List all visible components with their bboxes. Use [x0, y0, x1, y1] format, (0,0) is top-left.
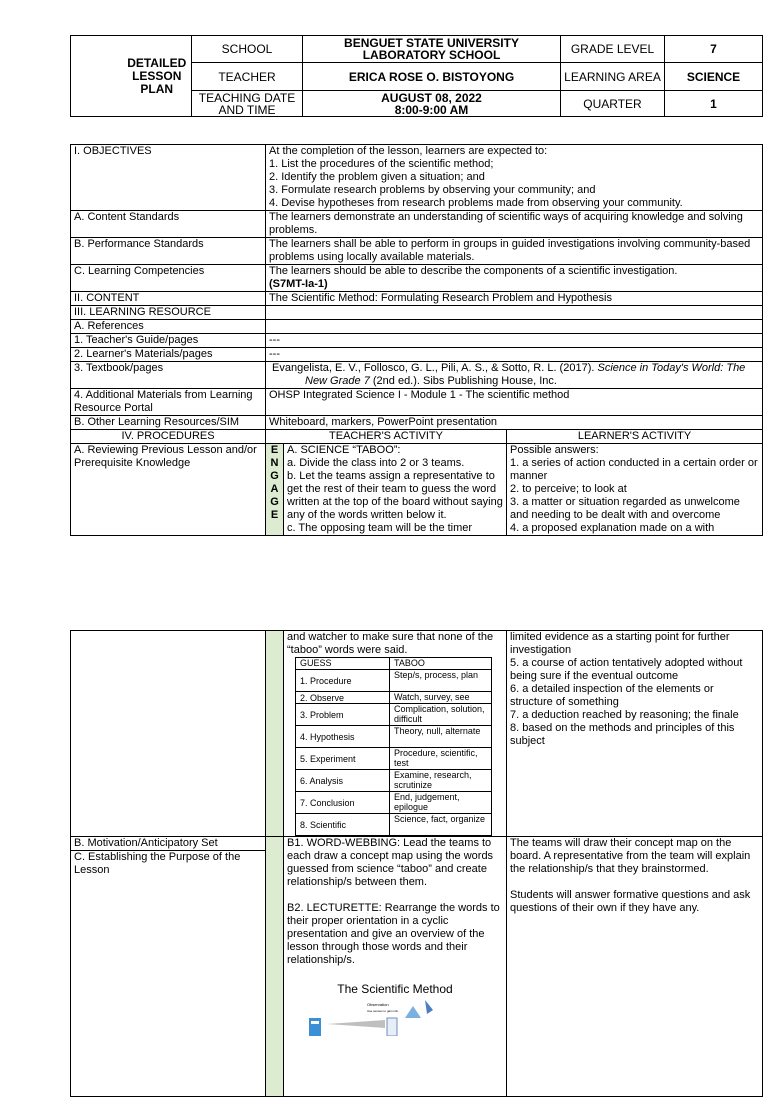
other-resources-value: Whiteboard, markers, PowerPoint presentation [266, 416, 763, 430]
learning-area-label: LEARNING AREA [561, 63, 665, 91]
guess-word: 6. Analysis [296, 770, 390, 792]
answer-item: 7. a deduction reached by reasoning; the finale [510, 709, 739, 721]
taboo-words: Procedure, scientific, test [390, 748, 492, 770]
learning-area-value: SCIENCE [665, 63, 763, 91]
other-resources-label: B. Other Learning Resources/SIM [71, 416, 266, 430]
engage-bar [266, 631, 284, 837]
textbook-label: 3. Textbook/pages [71, 362, 266, 389]
activity-title: A. SCIENCE “TABOO”: [287, 444, 401, 456]
header-table [70, 35, 763, 117]
date-value: AUGUST 08, 2022 [381, 90, 482, 105]
teachers-guide-label: 1. Teacher's Guide/pages [71, 334, 266, 348]
grade-level-value: 7 [665, 36, 763, 63]
taboo-header-taboo: TABOO [390, 658, 492, 670]
quarter-value: 1 [665, 91, 763, 117]
competency-code: (S7MT-Ia-1) [269, 278, 328, 290]
teaching-date-label: TEACHING DATE AND TIME [192, 91, 303, 117]
answer-item: 3. a matter or situation regarded as unwelcome and needing to be dealt with and overcome [510, 496, 740, 521]
objective-item: 4. Devise hypotheses from research problems made from observing your community. [269, 197, 683, 209]
references-label: A. References [71, 320, 266, 334]
answer-item: 5. a course of action tentatively adopted without being sure if the eventual outcome [510, 657, 743, 682]
taboo-words: Watch, survey, see [390, 692, 492, 704]
objectives-intro: At the completion of the lesson, learners are expected to: [269, 145, 548, 157]
learner-activity-b [507, 837, 763, 1097]
competencies-description: The learners should be able to describe the components of a scientific investigation. [269, 265, 678, 277]
scientific-method-diagram [287, 996, 503, 1036]
additional-materials-value: OHSP Integrated Science I - Module 1 - The scientific method [266, 389, 763, 416]
guess-word: 5. Experiment [296, 748, 390, 770]
engage-letter: E [270, 509, 279, 521]
taboo-words: Complication, solution, difficult [390, 704, 492, 726]
activity-step: a. Divide the class into 2 or 3 teams. [287, 457, 465, 469]
learning-resource-label: III. LEARNING RESOURCE [71, 306, 266, 320]
answer-item: 1. a series of action conducted in a certain order or manner [510, 457, 758, 482]
answer-item: 4. a proposed explanation made on a with [510, 522, 715, 534]
objective-item: 3. Formulate research problems by observing your community; and [269, 184, 596, 196]
engage-bar [266, 837, 284, 1097]
teacher-value: ERICA ROSE O. BISTOYONG [303, 63, 561, 91]
review-label: A. Reviewing Previous Lesson and/or Prerequisite Knowledge [71, 444, 266, 536]
taboo-words: Theory, null, alternate [390, 726, 492, 748]
learners-materials-label: 2. Learner's Materials/pages [71, 348, 266, 362]
answers-intro: Possible answers: [510, 444, 599, 456]
teacher-label: TEACHER [192, 63, 303, 91]
answer-item: 6. a detailed inspection of the elements or structure of something [510, 683, 714, 708]
textbook-publisher: (2nd ed.). Sibs Publishing House, Inc. [372, 375, 557, 387]
continued-label-cell [71, 631, 266, 837]
teaching-date-value [303, 91, 561, 117]
competencies-text [266, 265, 763, 292]
engage-letter: G [270, 470, 279, 482]
performance-standards-label: B. Performance Standards [71, 238, 266, 265]
guess-word: 8. Scientific [296, 814, 390, 836]
answer-item: 8. based on the methods and principles of this subject [510, 722, 735, 747]
motivation-label: B. Motivation/Anticipatory Set [74, 837, 218, 849]
diagram-box [309, 1018, 321, 1036]
diagram-arrow-right [425, 1000, 433, 1014]
activity-step: and watcher to make sure that none of the “taboo” words were said. [287, 631, 494, 656]
objective-item: 2. Identify the problem given a situation; and [269, 171, 485, 183]
taboo-table [295, 657, 492, 836]
objectives-label: I. OBJECTIVES [71, 145, 266, 211]
quarter-label: QUARTER [561, 91, 665, 117]
content-label: II. CONTENT [71, 292, 266, 306]
cycle-diagram-image [287, 996, 487, 1036]
answer-item: limited evidence as a starting point for further investigation [510, 631, 730, 656]
school-label: SCHOOL [192, 36, 303, 63]
diagram-arrow [327, 1020, 385, 1028]
diagram-label-1: Observation [367, 1002, 389, 1007]
guess-word: 3. Problem [296, 704, 390, 726]
taboo-words: Step/s, process, plan [390, 670, 492, 692]
engage-letter: E [270, 444, 279, 456]
engage-letter: N [270, 457, 279, 469]
teachers-guide-value: --- [266, 334, 763, 348]
doc-type-title: DETAILED LESSON PLAN [123, 36, 192, 117]
time-value: 8:00-9:00 AM [394, 102, 469, 117]
guess-word: 2. Observe [296, 692, 390, 704]
engage-letter: A [270, 483, 279, 495]
lesson-plan-table [70, 144, 763, 536]
competencies-label: C. Learning Competencies [71, 265, 266, 292]
taboo-words: Examine, research, scrutinize [390, 770, 492, 792]
teacher-activity-header: TEACHER'S ACTIVITY [266, 430, 507, 444]
objectives-text [266, 145, 763, 211]
learner-activity-continued [507, 631, 763, 837]
references-value [266, 320, 763, 334]
grade-level-label: GRADE LEVEL [561, 36, 665, 63]
diagram-flask [405, 1006, 421, 1018]
learner-b2: Students will answer formative questions and ask questions of their own if they have any. [510, 889, 751, 914]
school-value: BENGUET STATE UNIVERSITY LABORATORY SCHOOL [303, 36, 561, 63]
learner-activity-header: LEARNER'S ACTIVITY [507, 430, 763, 444]
textbook-citation [266, 362, 763, 389]
content-standards-text: The learners demonstrate an understanding of scientific ways of acquiring knowledge and solving problems. [266, 211, 763, 238]
answer-item: 2. to perceive; to look at [510, 483, 627, 495]
purpose-label: C. Establishing the Purpose of the Lesson [71, 850, 265, 877]
learner-activity-text [507, 444, 763, 536]
learner-b1: The teams will draw their concept map on the board. A representative from the team will explain the relationship/s that they brainstormed. [510, 837, 751, 875]
guess-word: 4. Hypothesis [296, 726, 390, 748]
engage-phase-label [266, 444, 284, 536]
textbook-authors: Evangelista, E. V., Follosco, G. L., Pili, A. S., & Sotto, R. L. (2017). [272, 362, 595, 374]
content-standards-label: A. Content Standards [71, 211, 266, 238]
taboo-words: End, judgement, epilogue [390, 792, 492, 814]
guess-word: 1. Procedure [296, 670, 390, 692]
objective-item: 1. List the procedures of the scientific method; [269, 158, 494, 170]
teacher-activity-b [284, 837, 507, 1097]
word-webbing-step: B1. WORD-WEBBING: Lead the teams to each draw a concept map using the words guessed from science “taboo” and create relationship/s between them. [287, 837, 494, 888]
teacher-activity-continued [284, 631, 507, 837]
diagram-label-2: Use senses to gain info [367, 1009, 399, 1013]
taboo-words: Science, fact, organize [390, 814, 492, 836]
engage-letter: G [270, 496, 279, 508]
lesson-plan-table-continued [70, 630, 763, 1097]
additional-materials-label: 4. Additional Materials from Learning Resource Portal [71, 389, 266, 416]
activity-step: c. The opposing team will be the timer [287, 522, 473, 534]
header-blank-cell [71, 36, 123, 117]
taboo-header-guess: GUESS [296, 658, 390, 670]
content-text: The Scientific Method: Formulating Research Problem and Hypothesis [266, 292, 763, 306]
diagram-title: The Scientific Method [337, 982, 453, 996]
motivation-purpose-labels [71, 837, 266, 1097]
textbook-title: Science in Today's World: The New Grade 7 [305, 362, 746, 387]
lecturette-step: B2. LECTURETTE: Rearrange the words to their proper orientation in a cyclic presentation and give an overview of the lesson through those words and their relationship/s. [287, 902, 500, 966]
procedures-label: IV. PROCEDURES [71, 430, 266, 444]
performance-standards-text: The learners shall be able to perform in groups in guided investigations involving community-based problems using locally available materials. [266, 238, 763, 265]
learning-resource-value [266, 306, 763, 320]
diagram-doc [387, 1018, 397, 1036]
teacher-activity-text [284, 444, 507, 536]
learners-materials-value: --- [266, 348, 763, 362]
activity-step: b. Let the teams assign a representative to get the rest of their team to guess the word written at the top of the board without saying any of the words written below it. [287, 470, 503, 521]
guess-word: 7. Conclusion [296, 792, 390, 814]
